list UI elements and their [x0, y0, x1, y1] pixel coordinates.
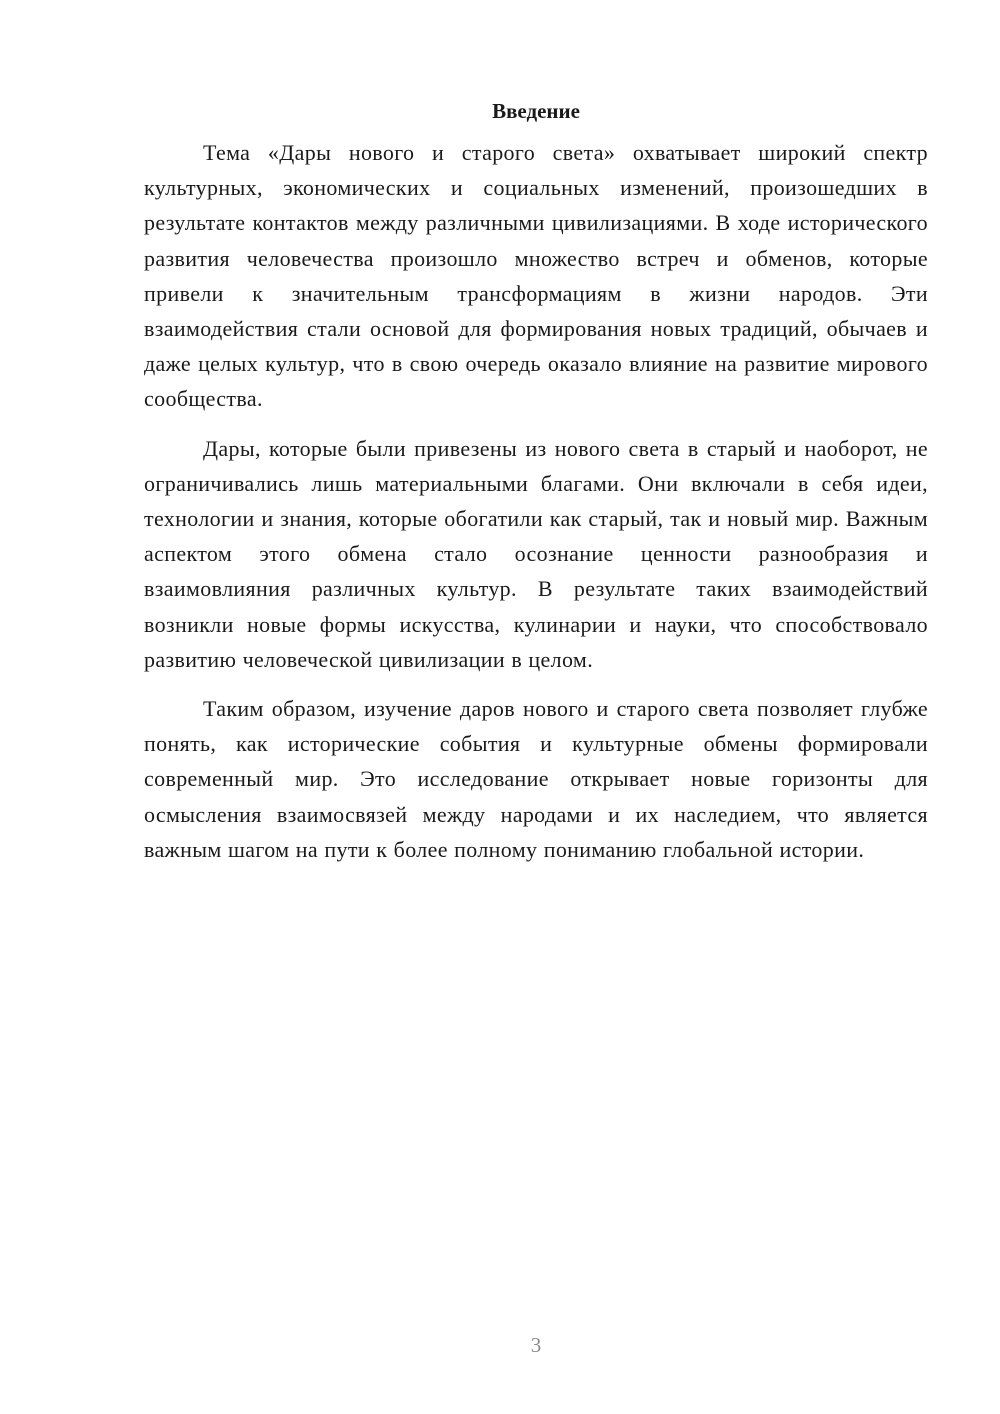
page-number: 3 [530, 1333, 542, 1357]
paragraph-1: Тема «Дары нового и старого света» охватывает широкий спектр культурных, экономических и социальных изменений, произошедших в результате контактов между различными цивилизациями. В ходе исторического развития человечества произошло множество встреч и обменов, которые привели к значительным трансформациям в жизни народов. Эти взаимодействия стали основой для формирования новых традиций, обычаев и даже целых культур, что в свою очередь оказало влияние на развитие мирового сообщества. [144, 140, 928, 412]
paragraph-2: Дары, которые были привезены из нового света в старый и наоборот, не ограничивались лишь материальными благами. Они включали в себя идеи, технологии и знания, которые обогатили как старый, так и новый мир. Важным аспектом этого обмена стало осознание ценности разнообразия и взаимовлияния различных культур. В результате таких взаимодействий возникли новые формы искусства, кулинарии и науки, что способствовало развитию человеческой цивилизации в целом. [144, 435, 928, 672]
paragraph-3: Таким образом, изучение даров нового и старого света позволяет глубже понять, как исторические события и культурные обмены формировали современный мир. Это исследование открывает новые горизонты для осмысления взаимосвязей между народами и их наследием, что является важным шагом на пути к более полному пониманию глобальной истории. [144, 696, 928, 862]
section-heading: Введение [492, 99, 580, 123]
page-content [144, 96, 928, 881]
